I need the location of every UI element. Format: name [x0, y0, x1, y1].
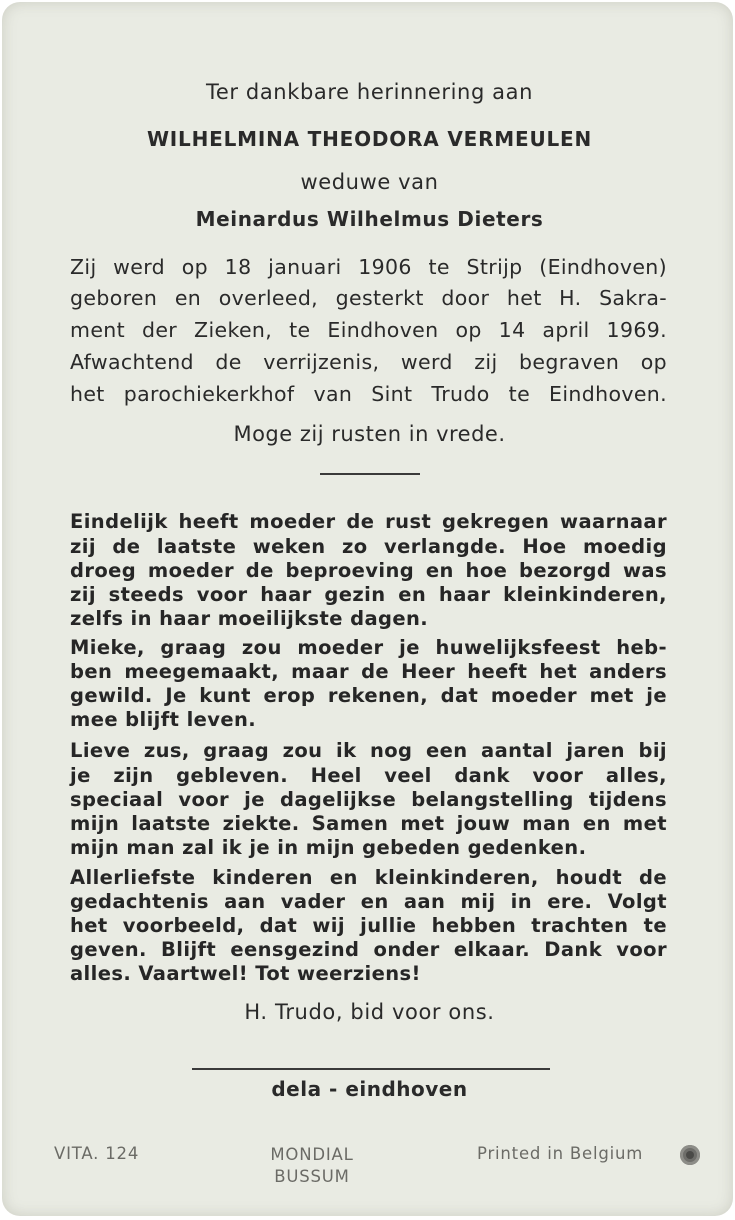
biography-line: geboren en overleed, gesterkt door het H. Sakra- — [70, 286, 667, 310]
message-line: Eindelijk heeft moeder de rust gekregen waarnaar — [70, 510, 667, 533]
printer-name: MONDIAL — [270, 1145, 354, 1164]
spouse-name: Meinardus Wilhelmus Dieters — [195, 207, 544, 231]
message-line: mee blijft leven. — [70, 708, 257, 731]
message-line: mijn man zal ik je in mijn gebeden gedenken. — [70, 836, 587, 859]
biography-line: het parochiekerkhof van Sint Trudo te Eindhoven. — [70, 382, 667, 406]
card-code: VITA. 124 — [54, 1144, 140, 1163]
message-line: het voorbeeld, dat wij jullie hebben trachten te — [70, 914, 667, 937]
message-line: mijn laatste ziekte. Samen met jouw man en met — [70, 812, 667, 835]
printer-seal-icon — [680, 1145, 700, 1165]
printer-imprint — [252, 1144, 372, 1188]
closing-prayer: H. Trudo, bid voor ons. — [244, 1000, 495, 1024]
memorial-card — [2, 2, 733, 1216]
divider-short — [320, 473, 420, 475]
message-line: Lieve zus, graag zou ik nog een aantal jaren bij — [70, 739, 667, 762]
deceased-name: WILHELMINA THEODORA VERMEULEN — [146, 127, 593, 151]
message-line: Mieke, graag zou moeder je huwelijksfeest heb- — [70, 636, 667, 659]
rest-wish: Moge zij rusten in vrede. — [233, 422, 506, 446]
intro-text: Ter dankbare herinnering aan — [206, 80, 533, 104]
message-line: speciaal voor je dagelijkse belangstelling tijdens — [70, 788, 667, 811]
publisher-name: dela - eindhoven — [271, 1077, 468, 1101]
print-origin: Printed in Belgium — [477, 1144, 644, 1163]
message-line: zij steeds voor haar gezin en haar kleinkinderen, — [70, 583, 667, 606]
biography-line: Afwachtend de verrijzenis, werd zij begraven op — [70, 350, 667, 374]
printer-city: BUSSUM — [274, 1167, 350, 1186]
message-line: zelfs in haar moeilijkste dagen. — [70, 607, 429, 630]
message-line: gedachtenis aan vader en aan mij in ere. Volgt — [70, 890, 667, 913]
message-line: gewild. Je kunt erop rekenen, dat moeder met je — [70, 684, 667, 707]
message-line: alles. Vaartwel! Tot weerziens! — [70, 962, 421, 985]
message-line: je zijn gebleven. Heel veel dank voor alles, — [70, 764, 667, 787]
message-line: Allerliefste kinderen en kleinkinderen, houdt de — [70, 866, 667, 889]
biography-line: Zij werd op 18 januari 1906 te Strijp (Eindhoven) — [70, 255, 667, 279]
message-line: geven. Blijft eensgezind onder elkaar. Dank voor — [70, 938, 667, 961]
relation-text: weduwe van — [300, 170, 439, 194]
message-line: zij de laatste weken zo verlangde. Hoe moedig — [70, 535, 667, 558]
divider-long — [192, 1068, 550, 1070]
message-line: ben meegemaakt, maar de Heer heeft het anders — [70, 660, 667, 683]
message-line: droeg moeder de beproeving en hoe bezorgd was — [70, 559, 667, 582]
biography-line: ment der Zieken, te Eindhoven op 14 april 1969. — [70, 318, 667, 342]
